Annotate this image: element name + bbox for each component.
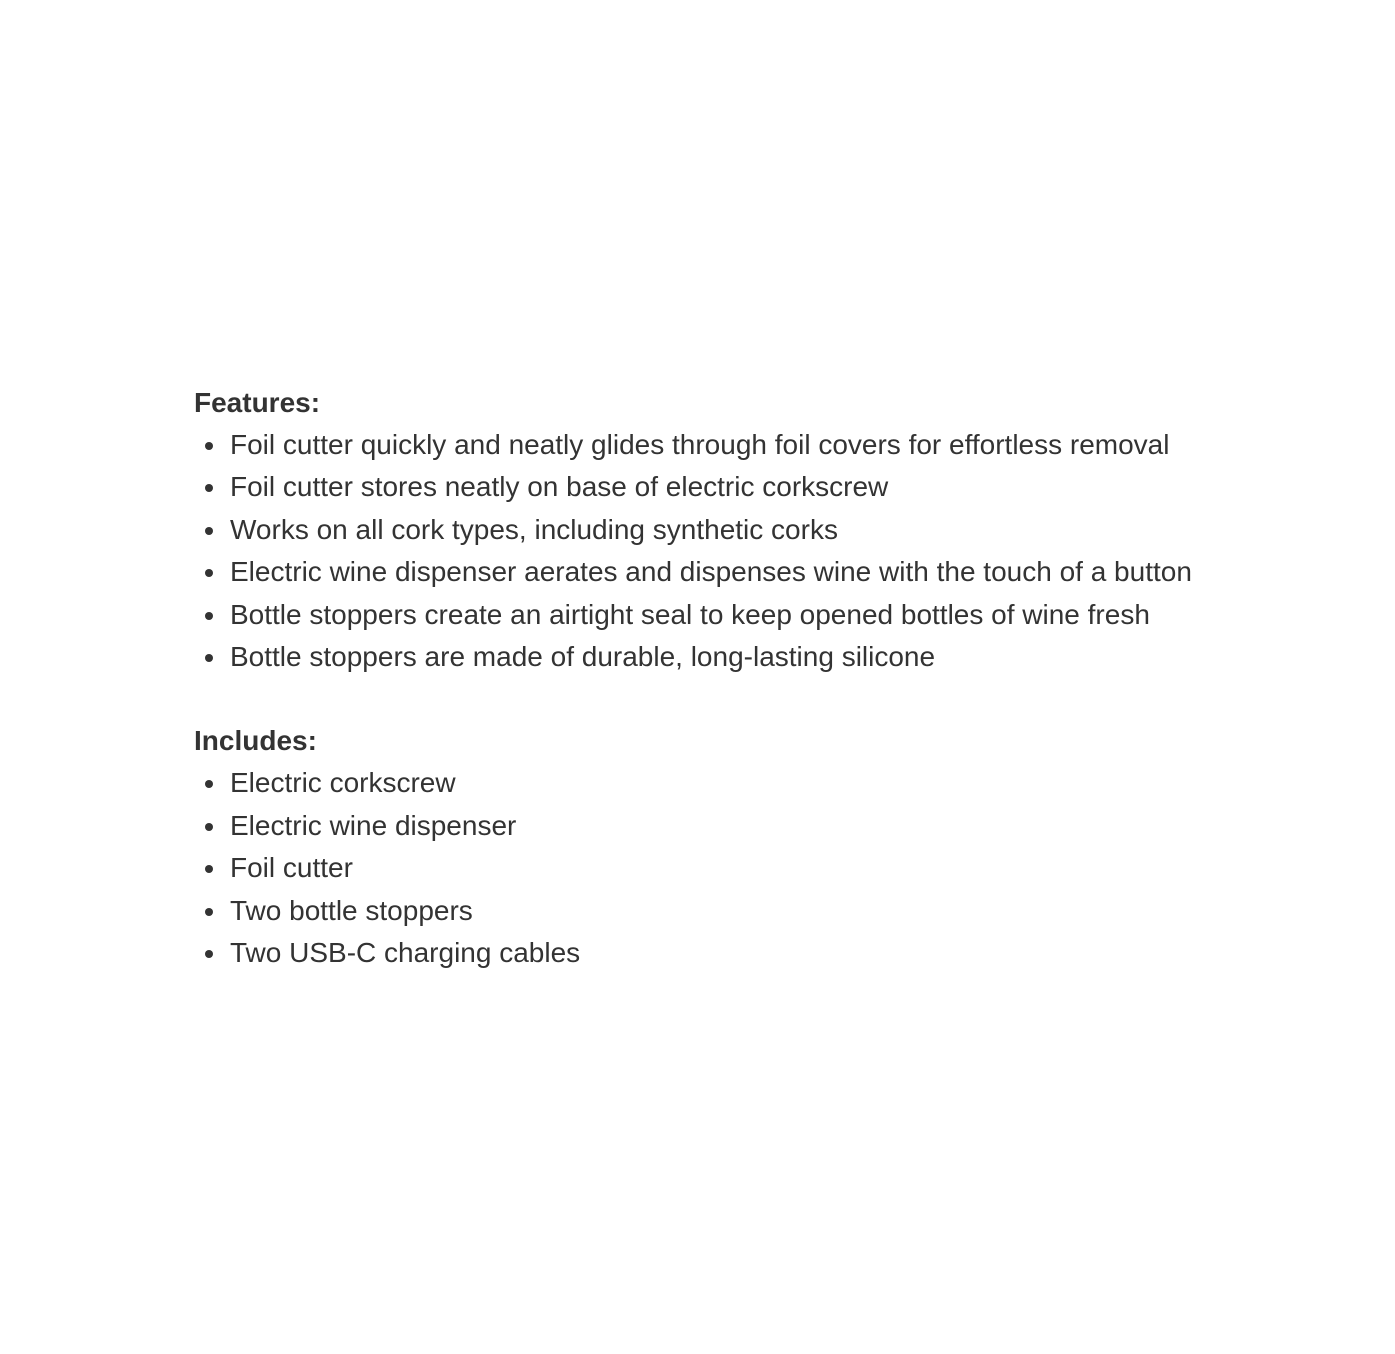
list-item [194,636,1344,678]
include-text: Electric corkscrew [230,767,456,799]
include-text: Two bottle stoppers [230,894,473,926]
bullet-icon [205,780,213,788]
list-item [194,509,1344,551]
bullet-icon [205,908,213,916]
bullet-icon [205,569,213,577]
list-item [194,551,1344,593]
list-item [194,805,1344,847]
bullet-icon [205,484,213,492]
bullet-icon [205,865,213,873]
list-item [194,466,1344,508]
features-heading: Features: [194,387,321,418]
feature-text: Foil cutter stores neatly on base of electric corkscrew [230,471,889,503]
include-text: Two USB-C charging cables [230,937,581,969]
list-item [194,847,1344,889]
bullet-icon [205,527,213,535]
list-item [194,424,1344,466]
bullet-icon [205,442,213,450]
features-list [194,424,1344,678]
feature-text: Works on all cork types, including synthetic corks [230,513,838,545]
feature-text: Bottle stoppers are made of durable, long-lasting silicone [230,641,936,673]
bullet-icon [205,950,213,958]
list-item [194,762,1344,804]
section-spacer [194,678,1344,720]
bullet-icon [205,823,213,831]
list-item [194,932,1344,974]
feature-text: Bottle stoppers create an airtight seal to keep opened bottles of wine fresh [230,598,1150,630]
include-text: Foil cutter [230,852,353,884]
include-text: Electric wine dispenser [230,809,517,841]
list-item [194,594,1344,636]
bullet-icon [205,612,213,620]
feature-text: Foil cutter quickly and neatly glides through foil covers for effortless removal [230,429,1170,460]
includes-heading: Includes: [194,725,317,757]
includes-list [194,762,1344,974]
bullet-icon [205,654,213,662]
feature-text: Electric wine dispenser aerates and dispenses wine with the touch of a button [230,556,1192,588]
product-details [194,382,1344,974]
list-item [194,890,1344,932]
